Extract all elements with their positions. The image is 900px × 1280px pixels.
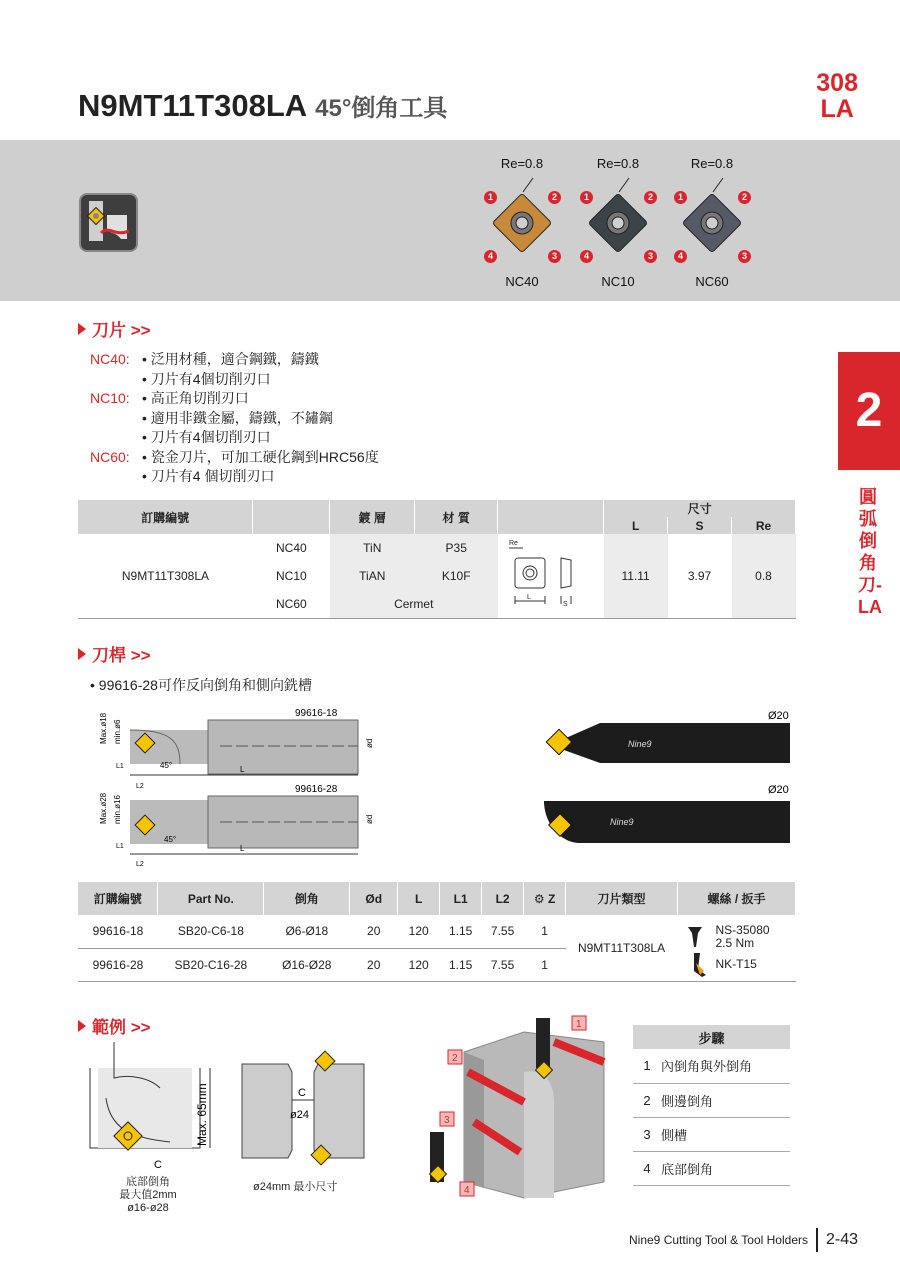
edge-2: 2 xyxy=(644,191,657,204)
table-row xyxy=(633,1083,790,1117)
col-coating: 鍍 層 xyxy=(330,500,415,534)
col-L: L xyxy=(398,882,440,915)
l1-label: L1 xyxy=(116,763,124,770)
footer-divider xyxy=(816,1228,818,1252)
steps-table xyxy=(633,1025,790,1186)
step-text: 側槽 xyxy=(661,1117,790,1151)
l2-label: L2 xyxy=(136,861,144,868)
cell: 1 xyxy=(524,915,566,948)
cell: 99616-28 xyxy=(78,948,158,981)
c-label: C xyxy=(298,1087,306,1099)
photo-dia: Ø20 xyxy=(768,784,789,796)
fig1-caption: 底部倒角 最大值2mm ø16-ø28 xyxy=(119,1176,177,1214)
example-section-heading: 範例 >> xyxy=(78,1013,151,1038)
coating-cell: TiAN xyxy=(330,562,415,590)
footer-text: Nine9 Cutting Tool & Tool Holders xyxy=(629,1233,808,1247)
col-L2: L2 xyxy=(482,882,524,915)
cell: SB20-C6-18 xyxy=(158,915,264,948)
grade-tag: NC10: xyxy=(90,390,130,406)
marker-2: 2 xyxy=(452,1053,458,1064)
L-value: 11.11 xyxy=(604,534,668,618)
material-cell: P35 xyxy=(415,534,498,562)
max-label: Max.ø28 xyxy=(99,792,108,824)
grade-cell: NC60 xyxy=(276,596,307,611)
holder-drawing-28 xyxy=(99,784,374,868)
insert-type-cell: N9MT11T308LA xyxy=(566,915,678,981)
desc-line xyxy=(90,409,379,429)
edge-3: 3 xyxy=(644,250,657,263)
part-label: 99616-28 xyxy=(295,784,338,795)
re-label: Re=0.8 xyxy=(500,156,544,171)
min-label: min.ø6 xyxy=(113,719,122,744)
insert-table xyxy=(78,500,796,619)
desc-text: • 高正角切削刃口 xyxy=(142,390,249,406)
flute-icon: ⚙ xyxy=(533,891,545,906)
cell: Ø6-Ø18 xyxy=(264,915,350,948)
cell: 99616-18 xyxy=(78,915,158,948)
col-diagram xyxy=(498,500,604,534)
chapter-number: 2 xyxy=(838,352,900,470)
table-row xyxy=(633,1151,790,1185)
grade-cell: NC10 xyxy=(276,569,307,583)
screw-wrench-icon xyxy=(684,923,710,979)
cell: 20 xyxy=(350,948,398,981)
l1-label: L1 xyxy=(116,843,124,850)
holder-photos xyxy=(540,705,800,845)
col-screw: 螺絲 / 扳手 xyxy=(678,882,796,915)
cell: 120 xyxy=(398,948,440,981)
marker-3: 3 xyxy=(444,1115,450,1126)
photo-dia: Ø20 xyxy=(768,710,789,722)
col-part: Part No. xyxy=(158,882,264,915)
od-label: ød xyxy=(365,738,374,748)
cell: SB20-C16-28 xyxy=(158,948,264,981)
cell: Ø16-Ø28 xyxy=(264,948,350,981)
table-row xyxy=(633,1049,790,1083)
torque: 2.5 Nm xyxy=(715,936,755,951)
desc-line xyxy=(90,370,379,390)
cell: 120 xyxy=(398,915,440,948)
re-label: Re=0.8 xyxy=(690,156,734,171)
edge-3: 3 xyxy=(738,250,751,263)
S-value: 3.97 xyxy=(687,568,712,583)
cell: 20 xyxy=(350,915,398,948)
edge-4: 4 xyxy=(580,250,593,263)
cell: 7.55 xyxy=(482,915,524,948)
desc-line xyxy=(90,428,379,448)
page-subtitle: 45°倒角工具 xyxy=(315,95,448,122)
step-no: 2 xyxy=(633,1083,661,1117)
order-no: N9MT11T308LA xyxy=(121,568,210,583)
wrench-no: NK-T15 xyxy=(715,957,757,972)
col-L1: L1 xyxy=(440,882,482,915)
page-number: 2-43 xyxy=(825,1231,858,1248)
marker-1: 1 xyxy=(576,1019,582,1030)
desc-text: • 刀片有4個切削刃口 xyxy=(142,370,271,387)
example-fig-bottom-chamfer xyxy=(70,1038,220,1178)
col-grade xyxy=(253,500,330,534)
cell: 7.55 xyxy=(482,948,524,981)
desc-text: • 刀片有4個切削刃口 xyxy=(142,429,271,445)
holder-note: • 99616-28可作反向倒角和側向銑槽 xyxy=(90,677,312,693)
col-S: S xyxy=(668,517,732,534)
chapter-title: 圓弧倒角刀-LA xyxy=(858,487,882,617)
chamfer-tool-icon xyxy=(79,193,138,252)
grade-label: NC60 xyxy=(695,274,729,289)
desc-line xyxy=(90,389,379,409)
dim-label: Max. 65mm xyxy=(195,1083,209,1146)
c-label: C xyxy=(154,1159,162,1171)
step-no: 4 xyxy=(633,1151,661,1185)
angle-label: 45° xyxy=(160,761,173,770)
page-code: 308 LA xyxy=(816,69,858,123)
col-order: 訂購編號 xyxy=(78,500,253,534)
desc-line xyxy=(90,467,379,487)
fig2-caption: ø24mm 最小尺寸 xyxy=(253,1181,338,1193)
table-row xyxy=(78,534,796,562)
photo-brand: Nine9 xyxy=(610,817,634,827)
insert-shape xyxy=(677,176,747,266)
step-no: 3 xyxy=(633,1117,661,1151)
example-fig-3d-workpiece xyxy=(424,1012,614,1202)
col-L: L xyxy=(604,517,668,534)
col-order: 訂購編號 xyxy=(78,882,158,915)
part-label: 99616-18 xyxy=(295,708,338,719)
desc-text: • 瓷金刀片，可加工硬化鋼到HRC56度 xyxy=(142,448,379,465)
dia-label: ø24 xyxy=(290,1109,309,1121)
insert-section-heading: 刀片 >> xyxy=(78,316,151,341)
col-insert: 刀片類型 xyxy=(566,882,678,915)
re-label: Re=0.8 xyxy=(596,156,640,171)
l-label: L xyxy=(240,844,245,853)
insert-shape xyxy=(583,176,653,266)
desc-line xyxy=(90,448,379,468)
cell: 1.15 xyxy=(440,915,482,948)
insert-dim-diagram xyxy=(498,534,604,618)
Re-value: 0.8 xyxy=(732,534,796,618)
example-fig-min-diameter xyxy=(238,1040,368,1178)
step-text: 底部倒角 xyxy=(661,1151,790,1185)
holder-table xyxy=(78,882,796,982)
edge-4: 4 xyxy=(674,250,687,263)
marker-4: 4 xyxy=(464,1185,470,1196)
col-od: Ød xyxy=(350,882,398,915)
page-title: N9MT11T308LA 45°倒角工具 xyxy=(78,88,448,123)
cell: 1.15 xyxy=(440,948,482,981)
od-label: ød xyxy=(365,814,374,824)
table-row xyxy=(633,1117,790,1151)
holder-section-heading: 刀桿 >> xyxy=(78,641,151,666)
screw-cell xyxy=(678,915,796,981)
diagram-l: L xyxy=(526,594,531,602)
grade-tag: NC40: xyxy=(90,351,130,367)
desc-line xyxy=(90,350,379,370)
grade-label: NC10 xyxy=(601,274,635,289)
step-text: 內倒角與外倒角 xyxy=(661,1049,790,1083)
table-row xyxy=(78,915,796,948)
insert-description xyxy=(90,350,379,487)
cell: 1 xyxy=(524,948,566,981)
edge-2: 2 xyxy=(548,191,561,204)
col-material: 材 質 xyxy=(415,500,498,534)
material-cell: K10F xyxy=(415,562,498,590)
step-no: 1 xyxy=(633,1049,661,1083)
holder-drawings xyxy=(90,700,380,870)
edge-1: 1 xyxy=(484,191,497,204)
min-label: min.ø16 xyxy=(113,795,122,824)
diagram-re: Re xyxy=(508,540,518,548)
l-label: L xyxy=(240,765,245,774)
l2-label: L2 xyxy=(136,783,144,790)
desc-text: • 適用非鐵金屬，鑄鐵，不鏽鋼 xyxy=(142,409,333,426)
desc-text: • 刀片有4 個切削刃口 xyxy=(142,468,275,484)
col-dims: 尺寸 xyxy=(604,500,796,517)
holder-drawing-18 xyxy=(99,708,374,790)
grade-label: NC40 xyxy=(505,274,539,289)
insert-shape xyxy=(487,176,557,266)
edge-4: 4 xyxy=(484,250,497,263)
edge-3: 3 xyxy=(548,250,561,263)
coating-cell: TiN xyxy=(330,534,415,562)
photo-brand: Nine9 xyxy=(628,739,652,749)
cermet-cell: Cermet xyxy=(330,590,498,618)
steps-header: 步驟 xyxy=(633,1025,790,1049)
max-label: Max.ø18 xyxy=(99,712,108,744)
col-chamfer: 倒角 xyxy=(264,882,350,915)
desc-text: • 泛用材種，適合鋼鐵，鑄鐵 xyxy=(142,351,319,367)
diagram-s: S xyxy=(562,601,568,609)
grade-tag: NC60: xyxy=(90,448,130,465)
edge-1: 1 xyxy=(674,191,687,204)
angle-label: 45° xyxy=(164,835,177,844)
screw-no: NS-35080 xyxy=(715,923,770,938)
grade-cell: NC40 xyxy=(276,541,307,555)
col-Re: Re xyxy=(732,517,796,534)
edge-2: 2 xyxy=(738,191,751,204)
step-text: 側邊倒角 xyxy=(661,1083,790,1117)
col-Z: ⚙ Z xyxy=(524,882,566,915)
edge-1: 1 xyxy=(580,191,593,204)
